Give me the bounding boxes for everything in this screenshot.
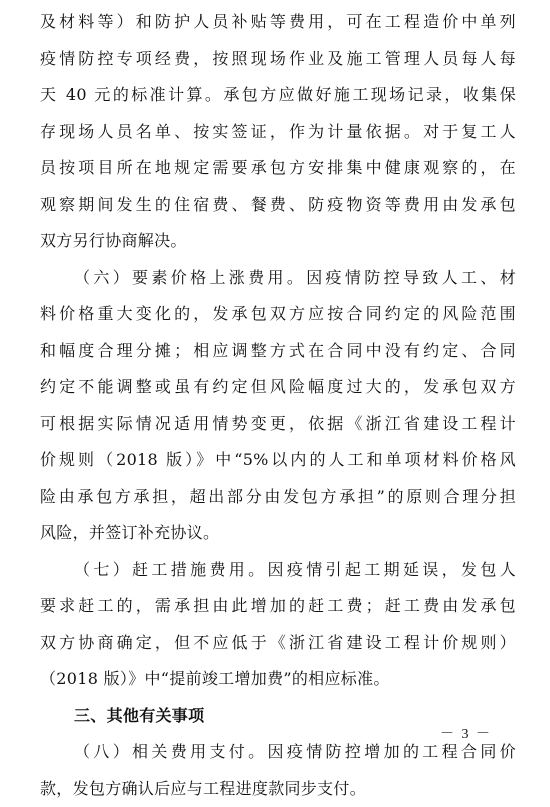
text-line: 疫情防控专项经费，按照现场作业及施工管理人员每人每 [40, 41, 516, 78]
text-line: 员按项目所在地规定需要承包方安排集中健康观察的，在 [40, 150, 516, 187]
text-line: 可根据实际情况适用情势变更，依据《浙江省建设工程计 [40, 406, 516, 443]
text-line: 价规则（2018 版）》中“5%以内的人工和单项材料价格风 [40, 442, 516, 479]
document-page [40, 4, 516, 807]
paragraph-payment [40, 734, 516, 807]
text-line: 要求赶工的，需承担由此增加的赶工费；赶工费由发承包 [40, 588, 516, 625]
section-heading: 三、其他有关事项 [40, 698, 516, 735]
text-line: （八）相关费用支付。因疫情防控增加的工程合同价 [40, 734, 516, 771]
text-line: 双方另行协商解决。 [40, 223, 516, 260]
text-line: 存现场人员名单、按实签证，作为计量依据。对于复工人 [40, 114, 516, 151]
page-number: － 3 － [440, 723, 492, 743]
paragraph-epidemic-cost [40, 4, 516, 260]
text-line: 料价格重大变化的，发承包双方应按合同约定的风险范围 [40, 296, 516, 333]
text-line: 款，发包方确认后应与工程进度款同步支付。 [40, 771, 516, 807]
paragraph-rush-work-cost [40, 552, 516, 698]
text-line: 风险，并签订补充协议。 [40, 515, 516, 552]
text-line: （七）赶工措施费用。因疫情引起工期延误，发包人 [40, 552, 516, 589]
text-line: 险由承包方承担，超出部分由发包方承担”的原则合理分担 [40, 479, 516, 516]
text-line: 及材料等）和防护人员补贴等费用，可在工程造价中单列 [40, 4, 516, 41]
text-line: 观察期间发生的住宿费、餐费、防疫物资等费用由发承包 [40, 187, 516, 224]
text-line: 约定不能调整或虽有约定但风险幅度过大的，发承包双方 [40, 369, 516, 406]
text-line: （2018 版）》中“提前竣工增加费”的相应标准。 [40, 661, 516, 698]
text-line: （六）要素价格上涨费用。因疫情防控导致人工、材 [40, 260, 516, 297]
text-line: 和幅度合理分摊；相应调整方式在合同中没有约定、合同 [40, 333, 516, 370]
text-line: 双方协商确定，但不应低于《浙江省建设工程计价规则） [40, 625, 516, 662]
paragraph-price-increase [40, 260, 516, 552]
text-line: 天 40 元的标准计算。承包方应做好施工现场记录，收集保 [40, 77, 516, 114]
